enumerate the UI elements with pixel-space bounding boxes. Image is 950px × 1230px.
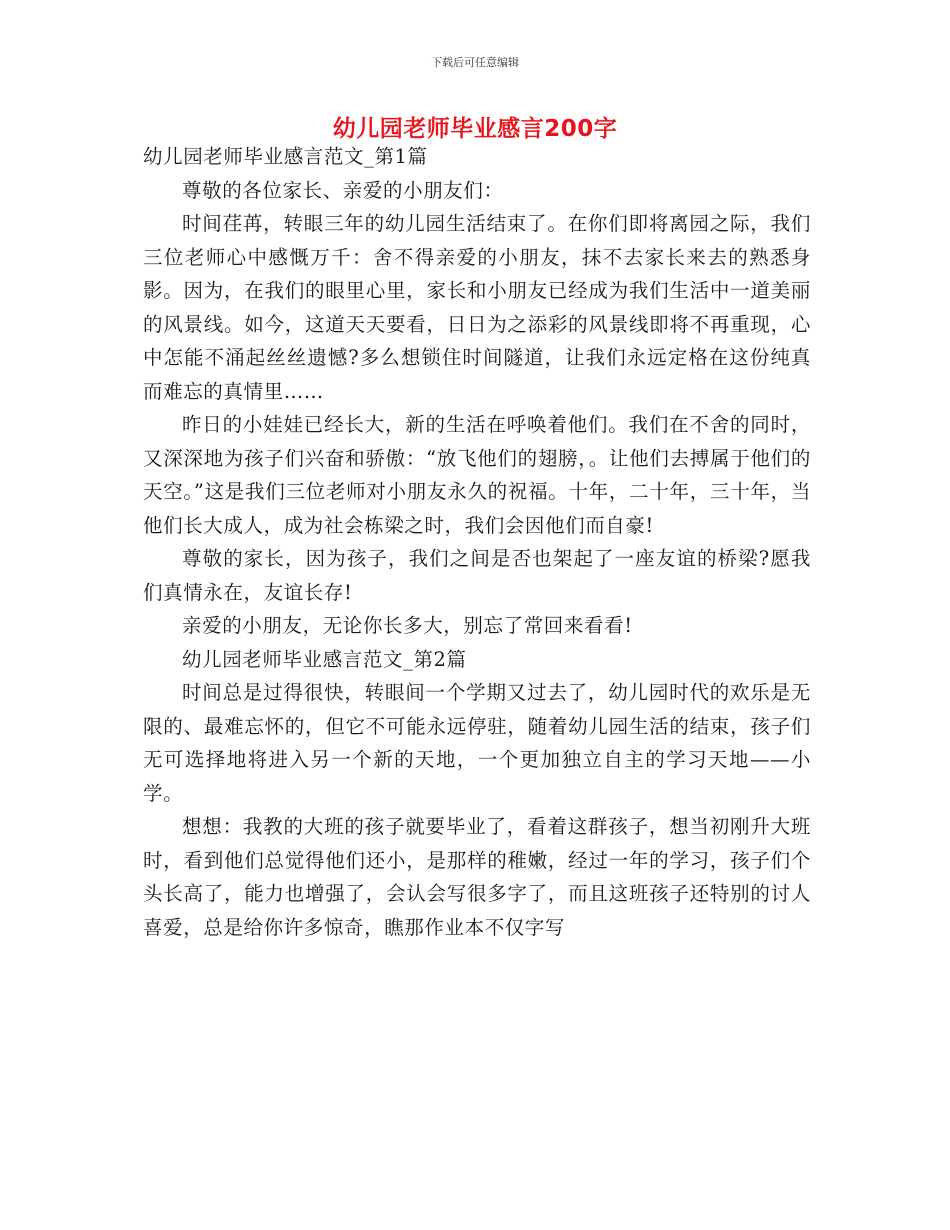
paragraph: 亲爱的小朋友，无论你长多大，别忘了常回来看看! <box>182 614 633 637</box>
paragraph-salutation: 尊敬的各位家长、亲爱的小朋友们： <box>182 178 504 202</box>
paragraph: 尊敬的家长，因为孩子，我们之间是否也架起了一座友谊的桥梁?愿我们真情永在，友谊长存! <box>143 547 811 604</box>
paragraph: 时间总是过得很快，转眼间一个学期又过去了，幼儿园时代的欢乐是无限的、最难忘怀的，但它不可能永远停驻，随着幼儿园生活的结束，孩子们无可选择地将进入另一个新的天地，一个更加独立自主的学习天地——小学。 <box>143 681 811 805</box>
document-body <box>143 140 811 944</box>
paragraph: 昨日的小娃娃已经长大，新的生活在呼唤着他们。我们在不舍的同时，又深深地为孩子们兴奋和骄傲：“放飞他们的翅膀，。让他们去搏属于他们的天空。”这是我们三位老师对小朋友永久的祝福。十年，二十年，三十年，当他们长大成人，成为社会栋梁之时，我们会因他们而自豪! <box>143 413 811 537</box>
paragraph: 时间荏苒，转眼三年的幼儿园生活结束了。在你们即将离园之际，我们三位老师心中感慨万千：舍不得亲爱的小朋友，抹不去家长来去的熟悉身影。因为，在我们的眼里心里，家长和小朋友已经成为我们生活中一道美丽的风景线。如今，这道天天要看，日日为之添彩的风景线即将不再重现，心中怎能不涌起丝丝遗憾?多么想锁住时间隧道，让我们永远定格在这份纯真而难忘的真情里…… <box>143 212 811 403</box>
section-heading-2: 幼儿园老师毕业感言范文_第2篇 <box>182 647 467 671</box>
document-title: 幼儿园老师毕业感言200字 <box>332 116 618 142</box>
section-heading-1: 幼儿园老师毕业感言范文_第1篇 <box>143 145 428 168</box>
header-note: 下载后可任意编辑 <box>431 56 519 69</box>
paragraph: 想想：我教的大班的孩子就要毕业了，看着这群孩子，想当初刚升大班时，看到他们总觉得他们还小，是那样的稚嫩，经过一年的学习，孩子们个头长高了，能力也增强了，会认会写很多字了，而且这班孩子还特别的讨人喜爱，总是给你许多惊奇，瞧那作业本不仅字写 <box>143 815 811 939</box>
